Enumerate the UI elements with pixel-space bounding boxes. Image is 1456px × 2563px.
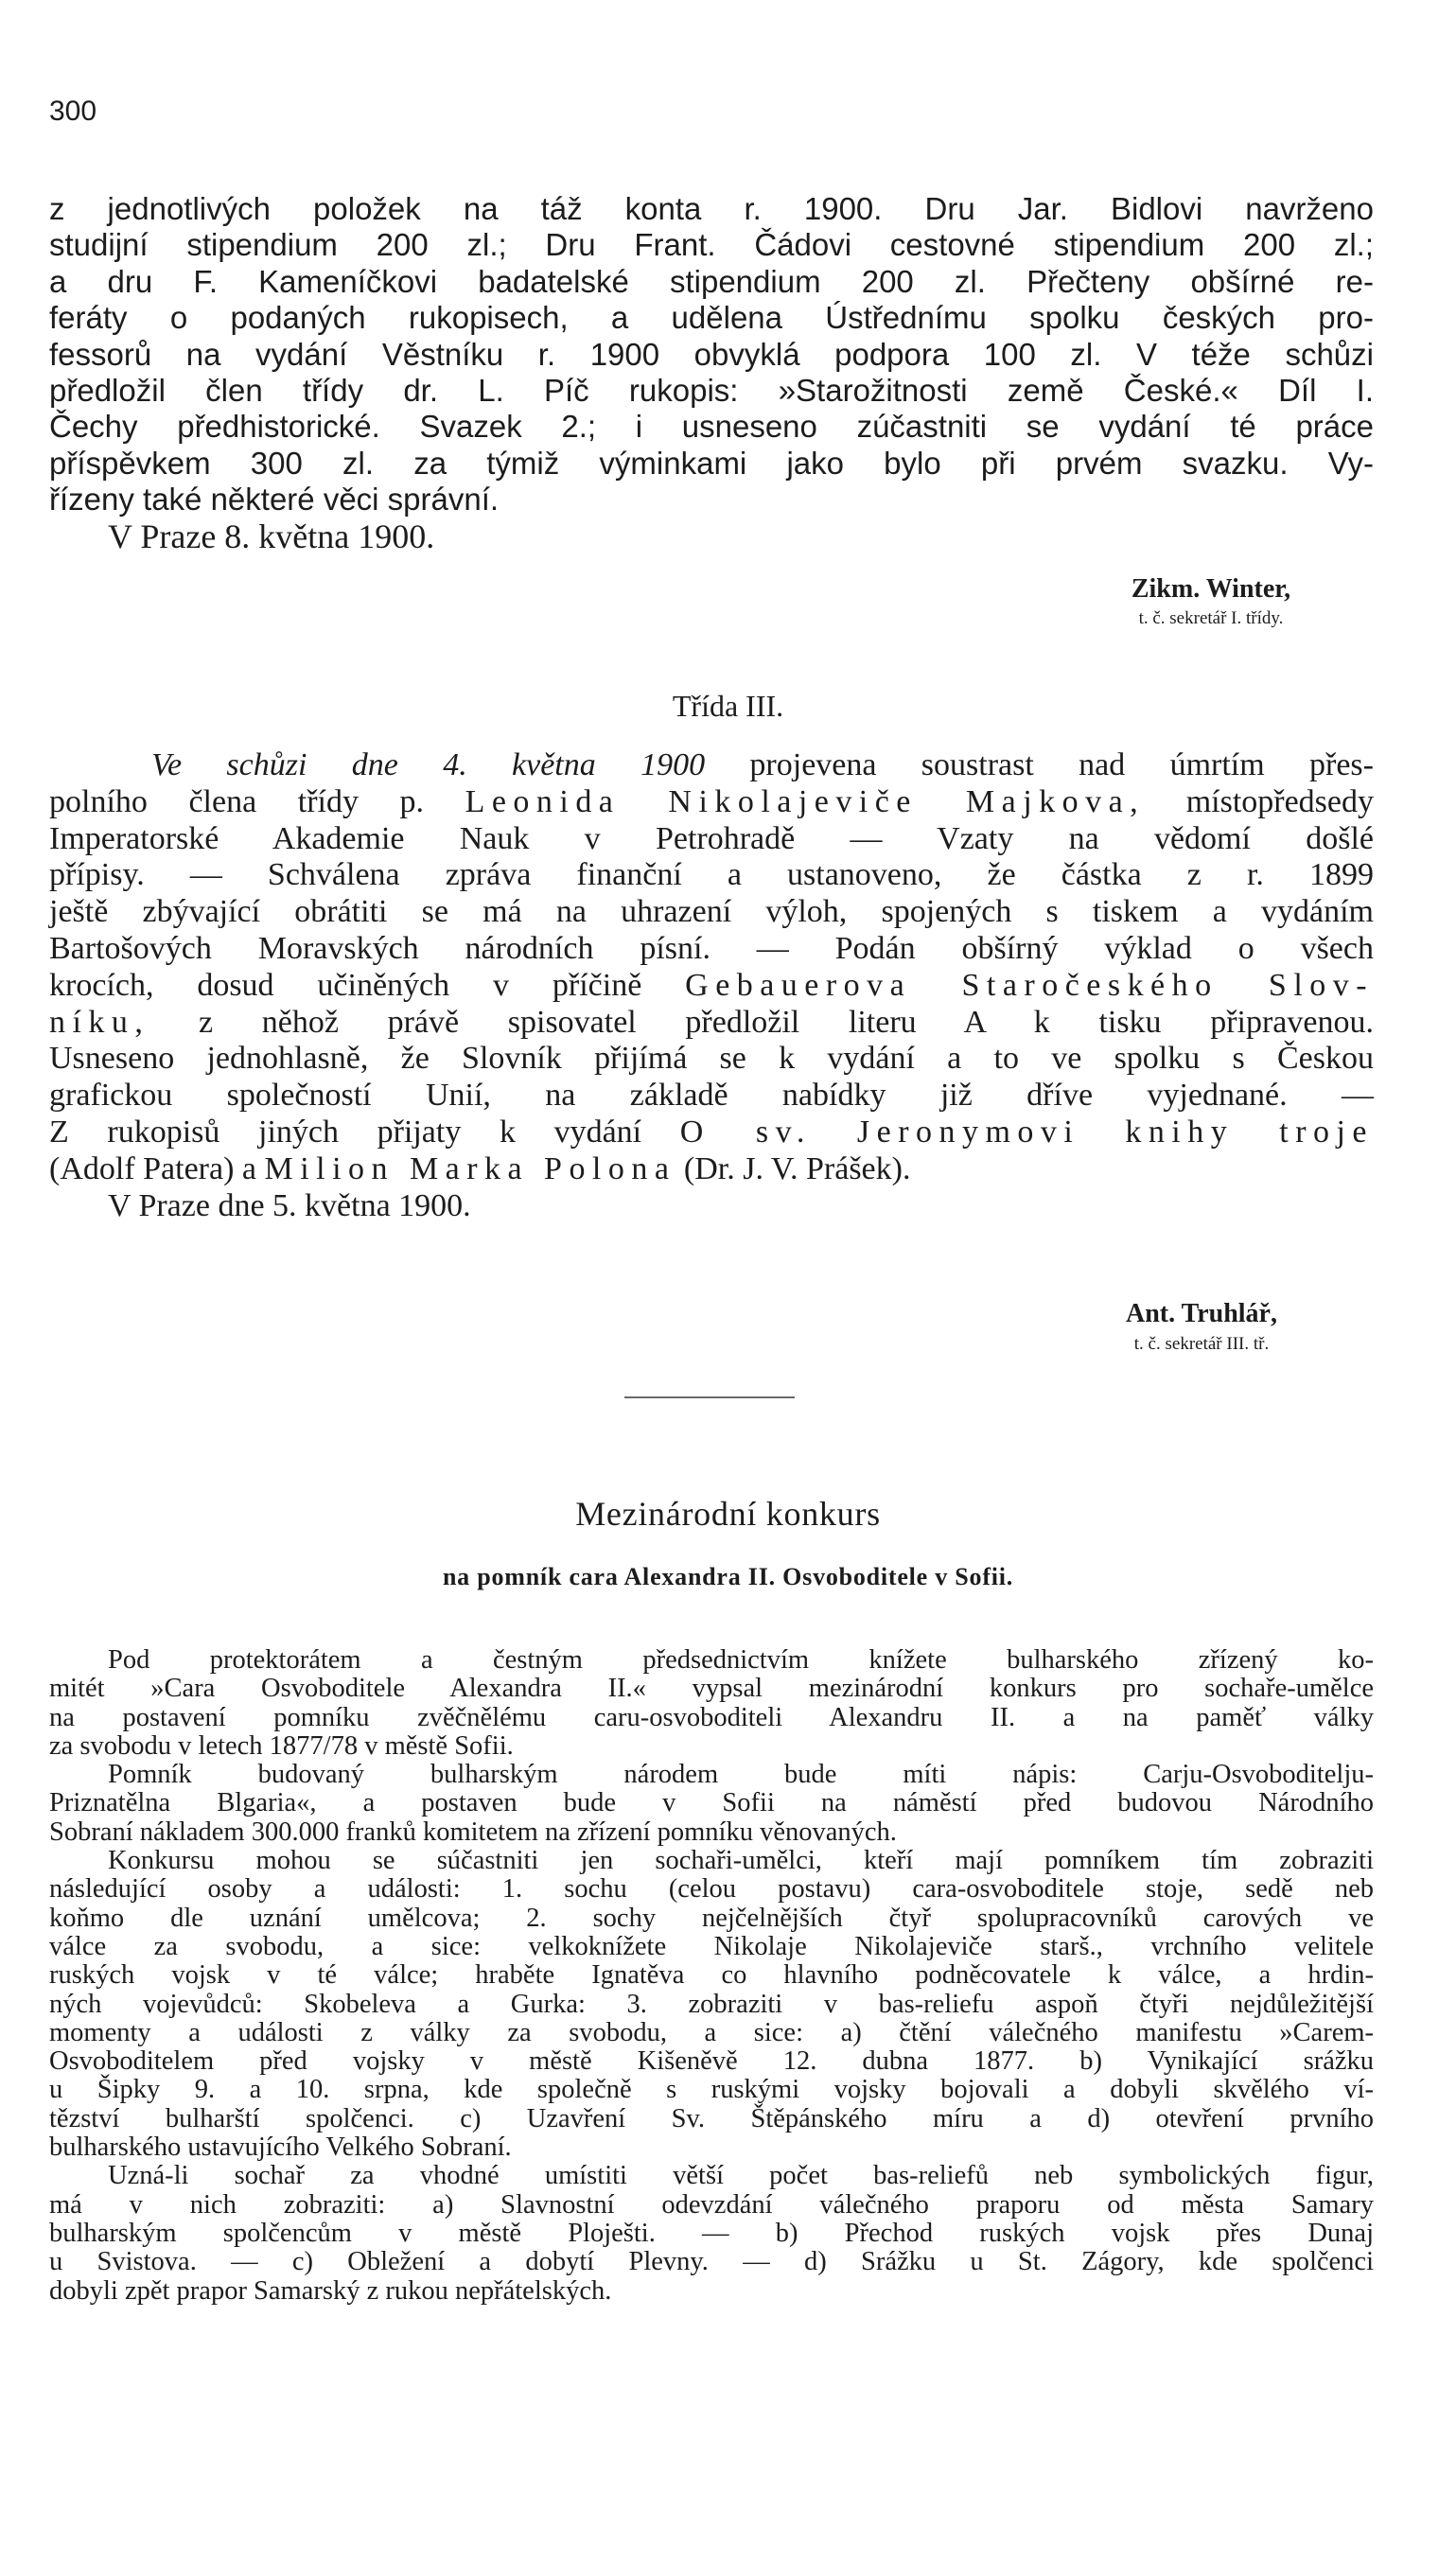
text-line: feráty o podaných rukopisech, a udělena Ústřednímu spolku českých pro- <box>49 300 1374 336</box>
text-line: koňmo dle uznání umělcova; 2. sochy nejčelnějších čtyř spolupracovníků carových ve <box>49 1903 1374 1933</box>
article-subtitle: na pomník cara Alexandra II. Osvoboditele v Sofii. <box>442 1563 1014 1590</box>
text-line: na postavení pomníku zvěčnělému caru-osvoboditeli Alexandru II. a na paměť války <box>49 1702 1374 1732</box>
signature-title: t. č. sekretář I. třídy. <box>1138 608 1284 628</box>
text-line <box>49 1151 1374 1188</box>
date-row <box>49 518 1374 556</box>
text-line: předložil člen třídy dr. L. Píč rukopis: »Starožitnosti země České.« Díl I. <box>49 373 1374 409</box>
page-number: 300 <box>49 96 97 127</box>
text-line: Pomník budovaný bulharským národem bude míti nápis: Carju-Osvoboditelju- <box>108 1760 1374 1790</box>
text-line: Konkursu mohou se súčastniti jen sochaři-umělci, kteří mají pomníkem tím zobraziti <box>108 1846 1374 1876</box>
article-body <box>49 1646 1374 2306</box>
paragraph <box>49 1646 1374 1761</box>
text-segment: Z rukopisů jiných přijaty k vydání <box>49 1114 680 1150</box>
signature-title: t. č. sekretář III. tř. <box>1133 1334 1270 1354</box>
text-line: Pod protektorátem a čestným předsednictvím knížete bulharského zřízený ko- <box>108 1645 1374 1675</box>
text-line: a dru F. Kameníčkovi badatelské stipendium 200 zl. Přečteny obšírné re- <box>49 263 1374 299</box>
text-line <box>49 784 1374 821</box>
spaced-title: Milion Marka Polona <box>264 1150 676 1186</box>
text-line: Imperatorské Akademie Nauk v Petrohradě — Vzaty na vědomí došlé <box>49 820 1374 856</box>
text-segment: krocích, dosud učiněných v příčině <box>49 967 686 1003</box>
text-line: za svobodu v letech 1877/78 v městě Sofii. <box>49 1730 514 1761</box>
section-divider <box>624 1396 795 1398</box>
text-line: momenty a události z války za svobodu, a sice: a) čtění válečného manifestu »Carem- <box>49 2017 1374 2047</box>
text-segment: místopředsedy <box>1145 783 1374 819</box>
text-line: grafickou společností Unií, na základě nabídky již dříve vyjednané. — <box>49 1078 1374 1114</box>
text-line: Priznatělna Blgaria«, a postaven bude v Sofii na náměstí před budovou Národního <box>49 1788 1374 1818</box>
text-line: bulharského ustavujícího Velkého Sobraní. <box>49 2133 512 2163</box>
text-line: Usneseno jednohlasně, že Slovník přijímá se k vydání a to ve spolku s Českou <box>49 1041 1374 1077</box>
text-line: bulharským spolčencům v městě Ploješti. — b) Přechod ruských vojsk přes Dunaj <box>49 2218 1374 2248</box>
signature-name: Ant. Truhlář, <box>1126 1299 1277 1328</box>
text-line: u Šipky 9. a 10. srpna, kde společně s ruskými vojsky bojovali a dobyli skvělého ví- <box>49 2075 1374 2105</box>
text-line: Uzná-li sochař za vhodné umístiti větší počet bas-reliefů neb symbolických figur, <box>108 2161 1374 2191</box>
text-line <box>49 747 1374 784</box>
report-date: V Praze dne 5. května 1900. <box>108 1187 471 1223</box>
text-line: studijní stipendium 200 zl.; Dru Frant. Čádovi cestovné stipendium 200 zl.; <box>49 227 1374 263</box>
spaced-title: níku, <box>49 1004 150 1040</box>
section-heading: Třída III. <box>672 689 784 723</box>
article-title: Mezinárodní konkurs <box>575 1495 881 1533</box>
paragraph <box>49 1847 1374 2162</box>
text-line <box>49 1005 1374 1042</box>
text-line: Bartošových Moravských národních písní. — Podán obšírný výklad o všech <box>49 930 1374 966</box>
text-line: Sobraní nákladem 300.000 franků komitetem na zřízení pomníku věnovaných. <box>49 1817 897 1847</box>
text-line: ještě zbývající obrátiti se má na uhrazení výloh, spojených s tiskem a vydáním <box>49 894 1374 930</box>
text-line: ných vojevůdců: Skobeleva a Gurka: 3. zobraziti v bas-reliefu aspoň čtyři nejdůležitější <box>49 1989 1374 2019</box>
text-line: fessorů na vydání Věstníku r. 1900 obvyklá podpora 100 zl. V téže schůzi <box>49 336 1374 372</box>
text-line: následující osoby a události: 1. sochu (celou postavu) cara-osvoboditele stoje, sedě neb <box>49 1874 1374 1905</box>
paragraph <box>49 1761 1374 1847</box>
report-date: V Praze 8. května 1900. <box>108 517 435 555</box>
text-line <box>49 1115 1374 1151</box>
text-line: u Svistova. — c) Obležení a dobytí Plevny. — d) Srážku u St. Zágory, kde spolčenci <box>49 2247 1374 2277</box>
meeting-date-italic: Ve schůzi dne 4. května 1900 <box>151 747 706 782</box>
paragraph <box>49 2162 1374 2305</box>
text-line: dobyli zpět prapor Samarský z rukou nepřátelských. <box>49 2275 612 2306</box>
text-segment: (Dr. J. V. Prášek). <box>675 1150 911 1186</box>
spaced-name: Leonida Nikolajeviče Majkova, <box>465 783 1146 819</box>
signature-name: Zikm. Winter, <box>1131 574 1291 604</box>
text-line <box>49 968 1374 1005</box>
spaced-title: Gebauerova Staročeského Slov- <box>685 967 1375 1003</box>
spaced-title: O sv. Jeronymovi knihy troje <box>679 1114 1374 1150</box>
text-line: z jednotlivých položek na táž konta r. 1900. Dru Jar. Bidlovi navrženo <box>49 191 1374 226</box>
text-segment: (Adolf Patera) a <box>49 1150 265 1186</box>
text-line: mitét »Cara Osvoboditele Alexandra II.« vypsal mezinárodní konkurs pro sochaře-umělce <box>49 1674 1374 1704</box>
text-line: přípisy. — Schválena zpráva finanční a ustanoveno, že částka z r. 1899 <box>49 857 1374 893</box>
text-line: řízeny také některé věci správní. <box>49 482 500 518</box>
text-segment: polního člena třídy p. <box>49 783 465 819</box>
text-line: Osvoboditelem před vojsky v městě Kišeněvě 12. dubna 1877. b) Vynikající srážku <box>49 2046 1374 2077</box>
text-line: má v nich zobraziti: a) Slavnostní odevzdání válečného praporu od města Samary <box>49 2189 1374 2220</box>
text-line: ruských vojsk v té válce; hraběte Ignatěva co hlavního podněcovatele k válce, a hrdin- <box>49 1960 1374 1991</box>
text-line: válce za svobodu, a sice: velkoknížete Nikolaje Nikolajeviče starš., vrchního velitele <box>49 1931 1374 1961</box>
text-segment: z něhož právě spisovatel předložil literu A k tisku připravenou. <box>149 1004 1374 1040</box>
text-segment: projevena soustrast nad úmrtím přes- <box>705 747 1374 782</box>
class-2-report <box>49 191 1374 556</box>
text-line: příspěvkem 300 zl. za týmiž výminkami jako bylo při prvém svazku. Vy- <box>49 445 1374 481</box>
class-3-report <box>49 747 1374 1224</box>
text-line: Čechy předhistorické. Svazek 2.; i usneseno zúčastniti se vydání té práce <box>49 409 1374 445</box>
text-line: tězství bulharští spolčenci. c) Uzavření Sv. Štěpánského míru a d) otevření prvního <box>49 2103 1374 2133</box>
